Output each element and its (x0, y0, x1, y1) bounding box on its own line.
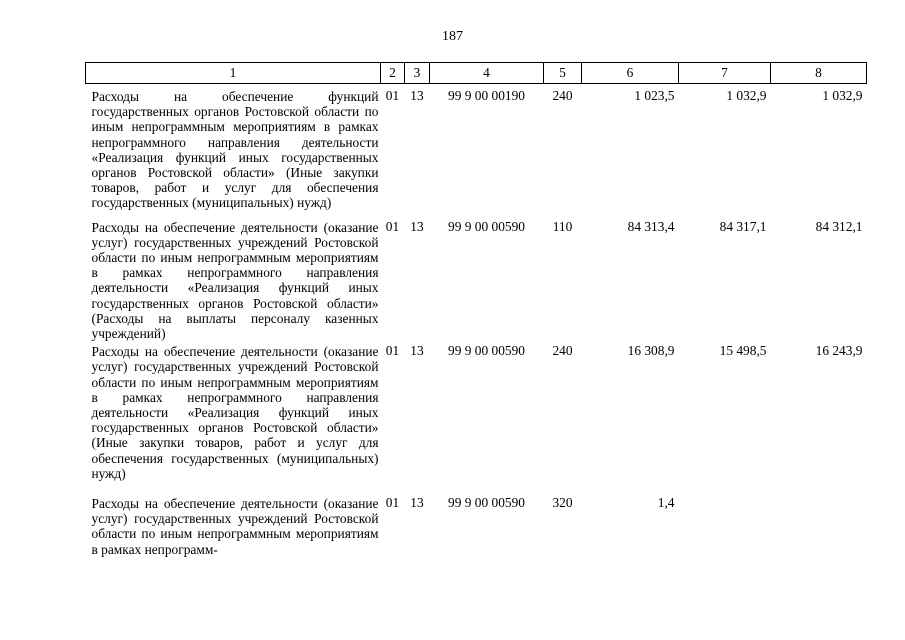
header-col-3: 3 (405, 63, 430, 84)
header-row (86, 63, 867, 84)
row-year2-amount (679, 495, 771, 557)
table-body (86, 84, 867, 557)
row-target-article: 99 9 00 00590 (448, 218, 525, 234)
page-number: 187 (442, 29, 463, 44)
header-col-5: 5 (544, 63, 582, 84)
row-section: 01 (385, 218, 400, 234)
header-col-6: 6 (582, 63, 679, 84)
header-col-7: 7 (679, 63, 771, 84)
row-target-article: 99 9 00 00590 (448, 495, 525, 511)
row-target-article: 99 9 00 00190 (448, 88, 525, 103)
row-section: 01 (385, 88, 400, 103)
row-description: Расходы на обеспечение деятельности (оказание услуг) государственных учреждений Ростовской области по иным непрограммным мероприятиям в рамках непрограмм- (91, 496, 379, 557)
row-year3-amount: 1 032,9 (822, 88, 863, 103)
row-year1-amount: 1,4 (657, 495, 675, 511)
table-header (86, 63, 867, 84)
row-subsection: 13 (410, 343, 424, 359)
table-row (86, 343, 867, 481)
header-col-4: 4 (430, 63, 544, 84)
row-expense-type: 110 (552, 218, 573, 234)
row-gap (86, 211, 867, 219)
row-gap (86, 481, 867, 495)
row-year2-amount: 15 498,5 (719, 343, 767, 359)
row-description: Расходы на обеспечение функций государственных органов Ростовской области по иным непрограммным мероприятиям в рамках непрограммного направления деятельности «Реализация функций иных государственных органов Ростовской области» (Иные закупки товаров, работ и услуг для обеспечения государственных (муниципальных) нужд) (91, 89, 379, 211)
row-expense-type: 320 (552, 495, 573, 511)
row-year1-amount: 1 023,5 (634, 88, 675, 103)
row-expense-type: 240 (552, 88, 573, 103)
table-row (86, 495, 867, 557)
header-col-8: 8 (771, 63, 867, 84)
row-section: 01 (385, 495, 400, 511)
row-description: Расходы на обеспечение деятельности (оказание услуг) государственных учреждений Ростовской области по иным непрограммным мероприятиям в рамках непрограммного направления деятельности «Реализация функций иных государственных органов Ростовской области» (Расходы на выплаты персоналу казенных учреждений) (91, 219, 379, 342)
row-subsection: 13 (410, 88, 424, 103)
row-year2-amount: 84 317,1 (719, 218, 767, 234)
table-row (86, 219, 867, 342)
row-year1-amount: 84 313,4 (627, 218, 675, 234)
row-year1-amount: 16 308,9 (627, 343, 675, 359)
row-year2-amount: 1 032,9 (726, 88, 767, 103)
row-expense-type: 240 (552, 343, 573, 359)
header-col-1: 1 (86, 63, 381, 84)
row-subsection: 13 (410, 495, 424, 511)
row-year3-amount: 84 312,1 (815, 218, 863, 234)
table-row (86, 88, 867, 211)
row-year3-amount (771, 495, 867, 557)
row-description: Расходы на обеспечение деятельности (оказание услуг) государственных учреждений Ростовской области по иным непрограммным мероприятиям в рамках непрограммного направления деятельности «Реализация функций иных государственных органов Ростовской области» (Иные закупки товаров, работ и услуг для обеспечения государственных (муниципальных) нужд) (91, 344, 379, 481)
row-target-article: 99 9 00 00590 (448, 343, 525, 359)
row-year3-amount: 16 243,9 (815, 343, 863, 359)
header-col-2: 2 (381, 63, 405, 84)
row-subsection: 13 (410, 218, 424, 234)
row-section: 01 (385, 343, 400, 359)
budget-table (85, 62, 867, 557)
